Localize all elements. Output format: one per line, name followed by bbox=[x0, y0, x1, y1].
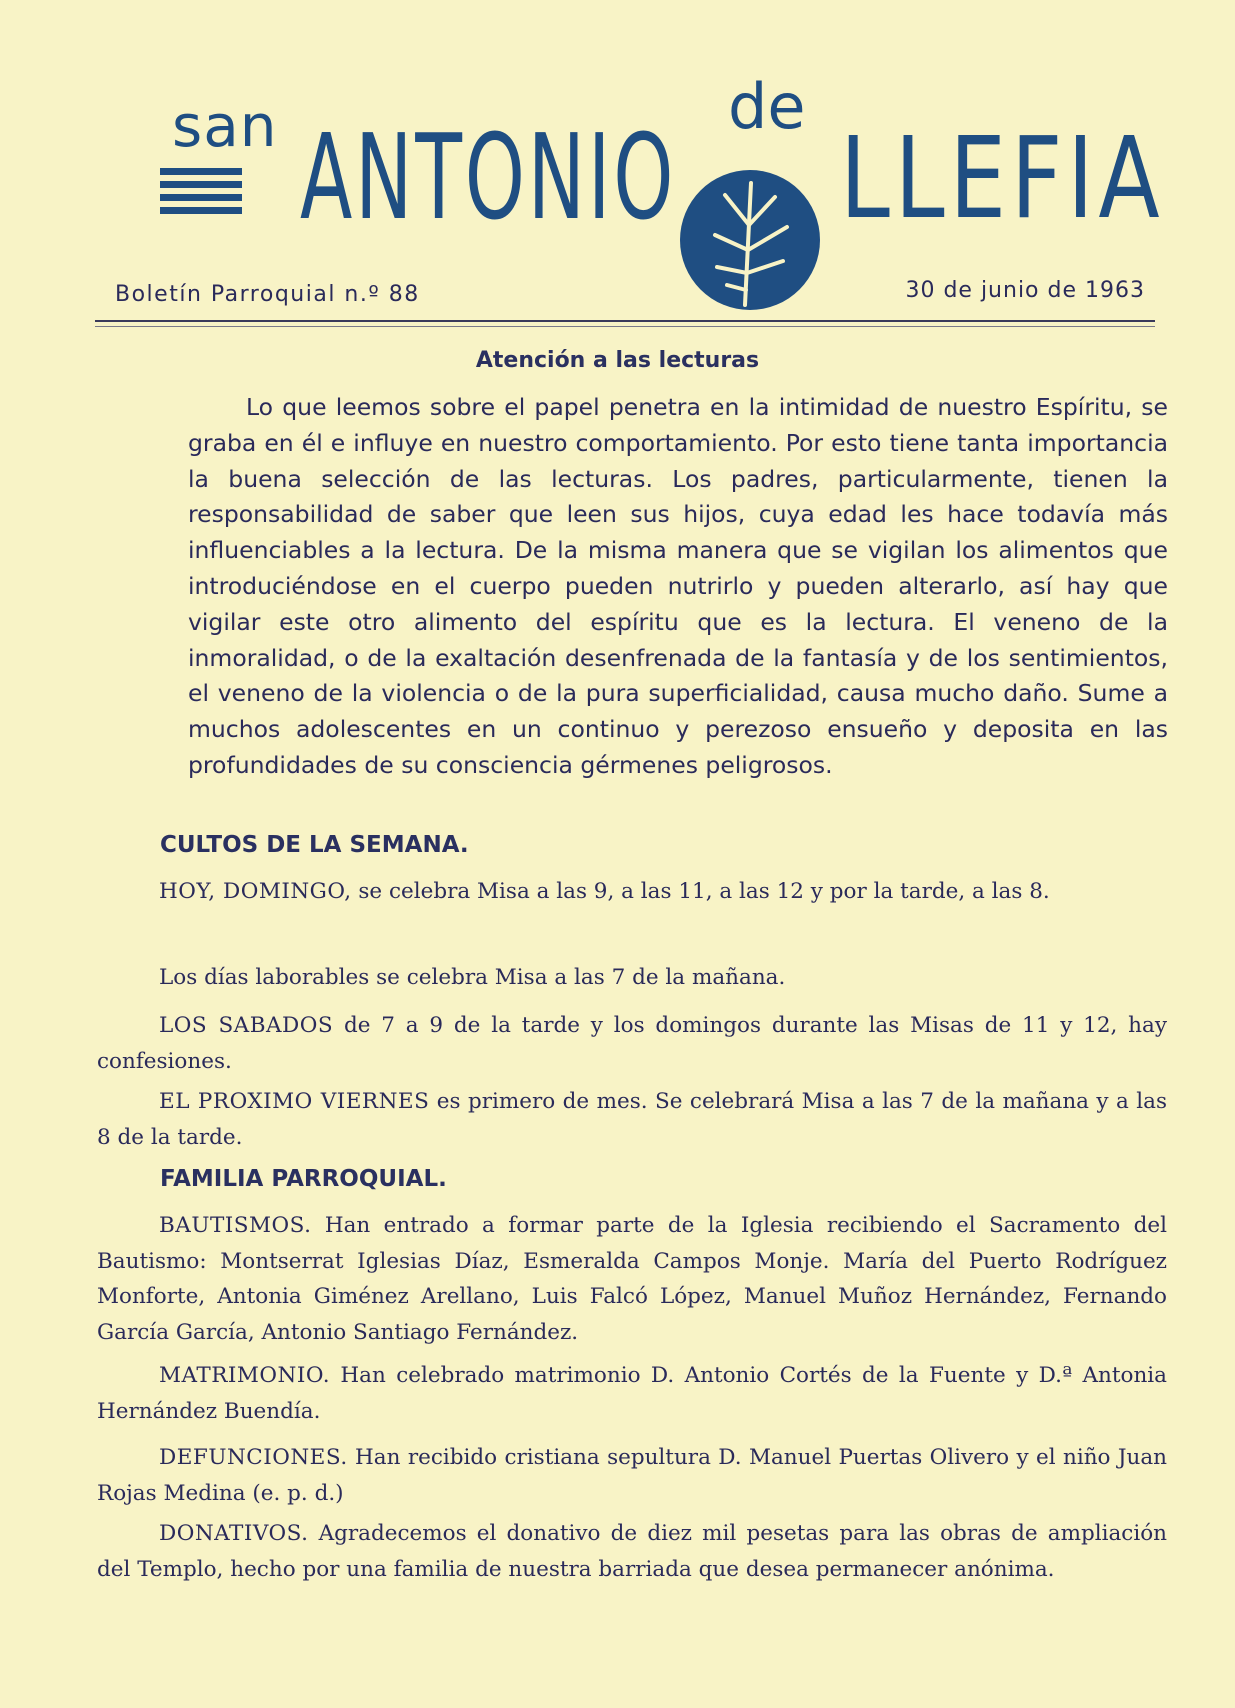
cultos-weekdays: Los días laborables se celebra Misa a las 7 de la mañana. bbox=[159, 965, 786, 990]
donativos-paragraph bbox=[97, 1516, 1167, 1587]
cultos-sunday-lead: HOY, DOMINGO, bbox=[159, 879, 352, 904]
masthead-san: san bbox=[172, 92, 278, 160]
cultos-saturdays bbox=[97, 1008, 1167, 1079]
cultos-friday-lead: EL PROXIMO VIERNES bbox=[159, 1089, 430, 1114]
cultos-friday bbox=[97, 1084, 1167, 1155]
masthead-de: de bbox=[728, 70, 806, 143]
stripes-ornament bbox=[160, 168, 242, 216]
issue-label: Boletín Parroquial n.º 88 bbox=[115, 282, 420, 307]
matrimonio-lead: MATRIMONIO. bbox=[159, 1363, 331, 1388]
cultos-saturdays-text: de 7 a 9 de la tarde y los domingos durante las Misas de 11 y 12, hay confesiones. bbox=[97, 1013, 1167, 1074]
cultos-sunday bbox=[97, 874, 1167, 910]
bautismos-lead: BAUTISMOS. bbox=[159, 1213, 312, 1238]
bautismos-text: Han entrado a formar parte de la Iglesia recibiendo el Sacramento del Bautismo: Montserrat Iglesias Díaz, Esmeralda Campos Monje. María del Puerto Rodríguez Monforte, Antonia Giménez Arellano, Luis Falcó López, Manuel Muñoz Hernández, Fernando García García, Antonio Santiago Fernández. bbox=[97, 1213, 1167, 1345]
masthead-antonio: ANTONIO bbox=[300, 108, 677, 246]
familia-heading: FAMILIA PARROQUIAL. bbox=[160, 1166, 447, 1192]
defunciones-paragraph bbox=[97, 1440, 1167, 1511]
matrimonio-text: Han celebrado matrimonio D. Antonio Cortés de la Fuente y D.ª Antonia Hernández Buendía. bbox=[97, 1363, 1167, 1424]
defunciones-text: Han recibido cristiana sepultura D. Manuel Puertas Olivero y el niño Juan Rojas Medina (e. p. d.) bbox=[97, 1445, 1167, 1506]
header-divider-thin bbox=[95, 326, 1155, 327]
cultos-heading: CULTOS DE LA SEMANA. bbox=[160, 832, 469, 858]
cultos-sunday-text: se celebra Misa a las 9, a las 11, a las 12 y por la tarde, a las 8. bbox=[351, 879, 1050, 904]
donativos-text: Agradecemos el donativo de diez mil pesetas para las obras de ampliación del Templo, hecho por una familia de nuestra barriada que desea permanecer anónima. bbox=[97, 1521, 1167, 1582]
cultos-saturdays-lead: LOS SABADOS bbox=[159, 1013, 334, 1038]
donativos-lead: DONATIVOS. bbox=[159, 1521, 309, 1546]
masthead-subtitle bbox=[115, 278, 1155, 322]
article-body: Lo que leemos sobre el papel penetra en la intimidad de nuestro Espíritu, se graba en él e influye en nuestro comportamiento. Por esto tiene tanta importancia la buena selección de las lecturas. Los padres, particularmente, tienen la responsabilidad de saber que leen sus hijos, cuya edad les hace todavía más influenciables a la lectura. De la misma manera que se vigilan los alimentos que introduciéndose en el cuerpo pueden nutrirlo y pueden alterarlo, así hay que vigilar este otro alimento del espíritu que es la lectura. El veneno de la inmoralidad, o de la exaltación desenfrenada de la fantasía y de los sentimientos, el veneno de la violencia o de la pura superficialidad, causa mucho daño. Sume a muchos adolescentes en un continuo y perezoso ensueño y deposita en las profundidades de su consciencia gérmenes peligrosos. bbox=[188, 393, 1168, 779]
matrimonio-paragraph bbox=[97, 1358, 1167, 1429]
issue-date: 30 de junio de 1963 bbox=[905, 278, 1145, 303]
article-title: Atención a las lecturas bbox=[475, 348, 760, 373]
header-divider bbox=[95, 320, 1155, 322]
defunciones-lead: DEFUNCIONES. bbox=[159, 1445, 348, 1470]
bautismos-paragraph bbox=[97, 1208, 1167, 1350]
cultos-friday-text: es primero de mes. Se celebrará Misa a las 7 de la mañana y a las 8 de la tarde. bbox=[97, 1089, 1168, 1150]
masthead-llefia: LLEFIA bbox=[840, 114, 1165, 244]
